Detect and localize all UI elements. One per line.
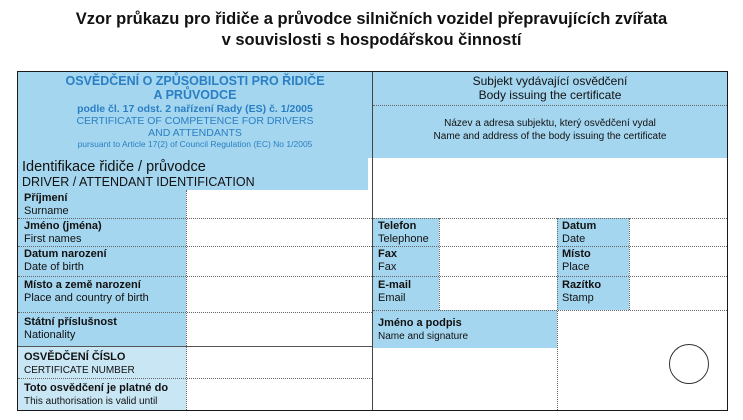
place-field[interactable] xyxy=(629,246,727,276)
column-divider xyxy=(439,218,440,310)
issuer-name-label-en: Name and address of the body issuing the certificate xyxy=(433,131,667,142)
phone-field[interactable] xyxy=(439,218,557,246)
row-divider xyxy=(373,246,727,247)
nationality-label: Státní příslušnost Nationality xyxy=(24,316,117,341)
certificate-reference-cz: podle čl. 17 odst. 2 nařízení Rady (ES) č. 1/2005 xyxy=(77,103,313,115)
place-of-birth-label: Místo a země narození Place and country of birth xyxy=(24,279,149,304)
row-divider xyxy=(18,246,372,247)
place-of-birth-field[interactable] xyxy=(186,276,372,312)
column-divider xyxy=(629,218,630,310)
certificate-title-en-line1: CERTIFICATE OF COMPETENCE FOR DRIVERS xyxy=(76,115,314,127)
fax-field[interactable] xyxy=(439,246,557,276)
certificate-title-cz-line1: OSVĚDČENÍ O ZPŮSOBILOSTI PRO ŘIDIČE xyxy=(65,74,325,88)
column-divider xyxy=(557,218,558,410)
fax-label: Fax Fax xyxy=(378,248,397,273)
stamp-field[interactable] xyxy=(629,276,727,310)
row-divider xyxy=(373,276,727,277)
issuer-heading-cz: Subjekt vydávající osvědčení xyxy=(472,74,628,88)
stamp-circle xyxy=(669,344,709,384)
surname-label: Příjmení Surname xyxy=(24,192,69,217)
valid-until-label: Toto osvědčení je platné do This authorisation is valid until xyxy=(24,382,169,407)
valid-until-field[interactable] xyxy=(186,378,372,410)
identification-heading-cz: Identifikace řidiče / průvodce xyxy=(22,159,206,175)
issuer-block xyxy=(373,72,727,158)
nationality-field[interactable] xyxy=(186,312,372,346)
certificate-number-field[interactable] xyxy=(186,346,372,378)
row-divider xyxy=(18,312,372,313)
row-divider xyxy=(18,346,372,347)
date-of-birth-label: Datum narození Date of birth xyxy=(24,248,107,273)
place-label: Místo Place xyxy=(562,248,591,273)
stamp-label: Razítko Stamp xyxy=(562,279,602,304)
issuer-divider xyxy=(373,105,727,107)
email-field[interactable] xyxy=(439,276,557,310)
page-title-line-1: Vzor průkazu pro řidiče a průvodce silničních vozidel přepravujících zvířata xyxy=(75,10,668,28)
email-label: E-mail Email xyxy=(378,279,412,304)
date-field[interactable] xyxy=(629,218,727,246)
row-divider xyxy=(373,218,727,219)
phone-label: Telefon Telephone xyxy=(378,220,429,245)
row-divider xyxy=(373,310,727,311)
date-of-birth-field[interactable] xyxy=(186,246,372,276)
issuer-name-address-field[interactable] xyxy=(373,158,727,218)
certificate-title-block xyxy=(18,72,372,158)
identification-heading-en: DRIVER / ATTENDANT IDENTIFICATION xyxy=(22,175,255,189)
first-names-label: Jméno (jména) First names xyxy=(24,220,102,245)
certificate-reference-en: pursuant to Article 17(2) of Council Regulation (EC) No 1/2005 xyxy=(77,139,313,149)
surname-field[interactable] xyxy=(186,190,372,218)
date-label: Datum Date xyxy=(562,220,597,245)
certificate-title-en-line2: AND ATTENDANTS xyxy=(148,127,242,139)
signature-field[interactable] xyxy=(373,348,557,410)
issuer-heading-en: Body issuing the certificate xyxy=(478,88,622,102)
row-divider xyxy=(18,378,372,379)
first-names-field[interactable] xyxy=(186,218,372,246)
row-divider xyxy=(18,276,372,277)
identification-heading-block xyxy=(18,158,368,190)
page-title-line-2: v souvislosti s hospodářskou činností xyxy=(221,31,522,49)
column-divider xyxy=(186,190,187,410)
certificate-number-label: OSVĚDČENÍ ČÍSLO CERTIFICATE NUMBER xyxy=(24,351,135,376)
certificate-title-cz-line2: A PRŮVODCE xyxy=(153,88,237,102)
row-divider xyxy=(18,218,372,219)
signature-label: Jméno a podpis Name and signature xyxy=(378,317,469,342)
issuer-name-label-cz: Název a adresa subjektu, který osvědčení vydal xyxy=(444,118,656,129)
